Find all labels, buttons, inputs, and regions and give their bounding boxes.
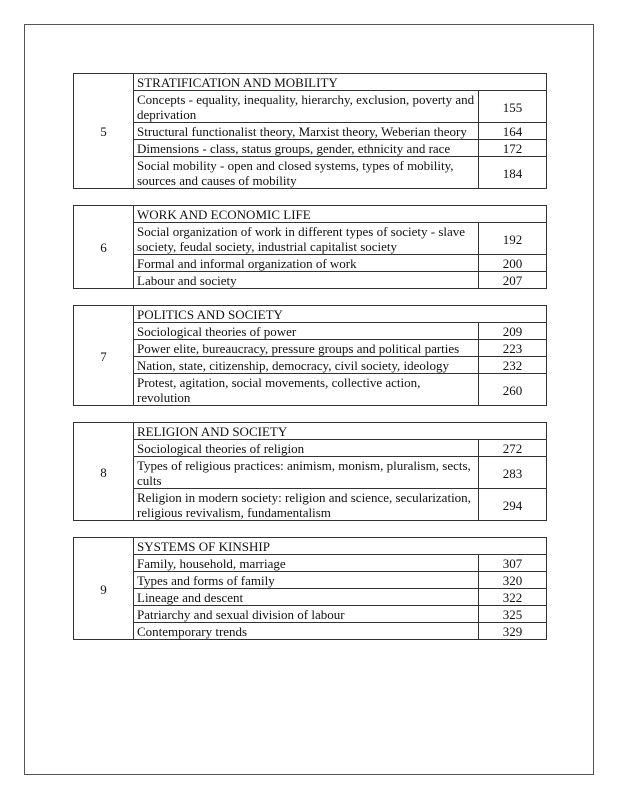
topic-page-number: 294 [479, 489, 547, 521]
table-row [74, 589, 547, 606]
table-of-contents [73, 73, 546, 656]
unit-number: 6 [74, 206, 134, 289]
unit-number: 9 [74, 538, 134, 640]
topic-text: Dimensions - class, status groups, gender, ethnicity and race [134, 140, 479, 157]
topic-text: Power elite, bureaucracy, pressure groups and political parties [134, 340, 479, 357]
topic-page-number: 320 [479, 572, 547, 589]
unit-table [73, 73, 547, 189]
topic-text: Labour and society [134, 272, 479, 289]
topic-page-number: 223 [479, 340, 547, 357]
topic-page-number: 232 [479, 357, 547, 374]
topic-page-number: 325 [479, 606, 547, 623]
topic-page-number: 260 [479, 374, 547, 406]
topic-page-number: 209 [479, 323, 547, 340]
topic-text: Types and forms of family [134, 572, 479, 589]
unit-table [73, 537, 547, 640]
topic-text: Lineage and descent [134, 589, 479, 606]
topic-page-number: 164 [479, 123, 547, 140]
table-row [74, 340, 547, 357]
table-row [74, 623, 547, 640]
unit-header-row [74, 423, 547, 440]
topic-text: Religion in modern society: religion and science, secularization, religious revivalism, fundamentalism [134, 489, 479, 521]
table-row [74, 123, 547, 140]
table-row [74, 606, 547, 623]
unit-title: WORK AND ECONOMIC LIFE [134, 206, 547, 223]
topic-page-number: 272 [479, 440, 547, 457]
topic-page-number: 307 [479, 555, 547, 572]
table-row [74, 555, 547, 572]
unit-title: SYSTEMS OF KINSHIP [134, 538, 547, 555]
unit-number: 7 [74, 306, 134, 406]
topic-text: Social organization of work in different types of society - slave society, feudal society, industrial capitalist society [134, 223, 479, 255]
topic-text: Sociological theories of religion [134, 440, 479, 457]
table-row [74, 255, 547, 272]
topic-page-number: 172 [479, 140, 547, 157]
topic-text: Formal and informal organization of work [134, 255, 479, 272]
topic-text: Patriarchy and sexual division of labour [134, 606, 479, 623]
unit-number: 8 [74, 423, 134, 521]
table-row [74, 572, 547, 589]
table-row [74, 223, 547, 255]
topic-page-number: 184 [479, 157, 547, 189]
topic-text: Contemporary trends [134, 623, 479, 640]
unit-table [73, 422, 547, 521]
unit-header-row [74, 538, 547, 555]
unit-title: STRATIFICATION AND MOBILITY [134, 74, 547, 91]
table-row [74, 489, 547, 521]
topic-text: Structural functionalist theory, Marxist theory, Weberian theory [134, 123, 479, 140]
topic-text: Protest, agitation, social movements, collective action, revolution [134, 374, 479, 406]
table-row [74, 457, 547, 489]
table-row [74, 91, 547, 123]
table-row [74, 140, 547, 157]
unit-table [73, 305, 547, 406]
topic-text: Nation, state, citizenship, democracy, civil society, ideology [134, 357, 479, 374]
unit-header-row [74, 74, 547, 91]
table-row [74, 357, 547, 374]
unit-header-row [74, 206, 547, 223]
topic-page-number: 329 [479, 623, 547, 640]
topic-text: Sociological theories of power [134, 323, 479, 340]
topic-page-number: 192 [479, 223, 547, 255]
table-row [74, 272, 547, 289]
topic-page-number: 207 [479, 272, 547, 289]
unit-title: RELIGION AND SOCIETY [134, 423, 547, 440]
unit-table [73, 205, 547, 289]
topic-text: Concepts - equality, inequality, hierarchy, exclusion, poverty and deprivation [134, 91, 479, 123]
topic-text: Social mobility - open and closed systems, types of mobility, sources and causes of mobility [134, 157, 479, 189]
topic-page-number: 322 [479, 589, 547, 606]
topic-page-number: 155 [479, 91, 547, 123]
table-row [74, 157, 547, 189]
document-page [24, 24, 594, 775]
table-row [74, 323, 547, 340]
topic-page-number: 200 [479, 255, 547, 272]
topic-text: Types of religious practices: animism, monism, pluralism, sects, cults [134, 457, 479, 489]
topic-text: Family, household, marriage [134, 555, 479, 572]
unit-number: 5 [74, 74, 134, 189]
topic-page-number: 283 [479, 457, 547, 489]
unit-header-row [74, 306, 547, 323]
table-row [74, 374, 547, 406]
table-row [74, 440, 547, 457]
unit-title: POLITICS AND SOCIETY [134, 306, 547, 323]
